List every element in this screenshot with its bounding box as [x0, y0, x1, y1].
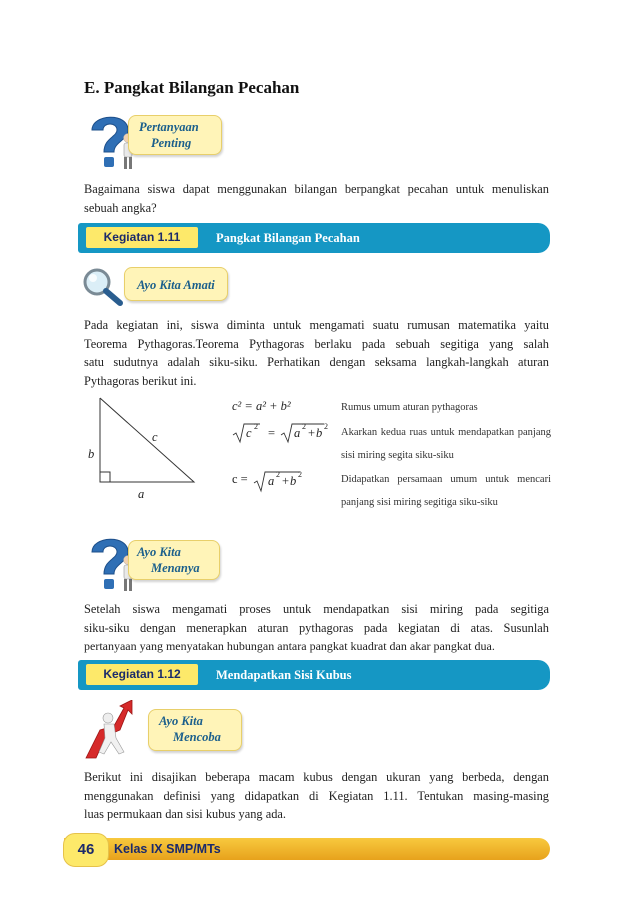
formula-symbol: c = — [232, 472, 248, 486]
tag-pertanyaan-penting — [128, 115, 222, 155]
paragraph-line: siku-siku dengan menerapkan aturan pythagoras pada kegiatan di atas. Susunlah — [84, 620, 549, 635]
kegiatan-banner-1-11 — [78, 223, 550, 253]
formula-pythagoras: c² = a² + b² — [232, 399, 291, 413]
formula-plus: + — [282, 474, 290, 488]
formula-symbol: b — [316, 426, 323, 440]
paragraph-line: Pada kegiatan ini, siswa diminta untuk mengamati suatu rumusan matematika yaitu — [84, 318, 549, 332]
paragraph-line: Pythagoras berikut ini. — [84, 373, 197, 388]
formula-hypotenuse — [232, 470, 322, 494]
paragraph-line: pertanyaan yang menyatakan hubungan antara pangkat kuadrat dan akar pangkat dua. — [84, 639, 495, 653]
page-number: 46 — [63, 833, 109, 867]
formula-equals: = — [268, 426, 276, 440]
paragraph-line: Bagaimana siswa dapat menggunakan bilangan berpangkat pecahan untuk menuliskan — [84, 182, 549, 196]
mencoba-paragraph — [84, 768, 549, 824]
tag-ayo-kita-menanya — [128, 540, 220, 580]
tag-ayo-kita-mencoba — [148, 709, 242, 751]
formula-symbol: b — [290, 474, 297, 488]
formula-exponent: 2 — [324, 422, 328, 431]
formula-root-both-sides — [232, 421, 332, 445]
formula-symbol: a — [294, 426, 301, 440]
section-heading: E. Pangkat Bilangan Pecahan — [84, 78, 300, 97]
kegiatan-title: Pangkat Bilangan Pecahan — [216, 231, 360, 245]
formula-exponent: 2 — [276, 470, 280, 479]
triangle-label-c: c — [152, 430, 158, 444]
kegiatan-banner-1-12 — [78, 660, 550, 690]
tag-line: Ayo Kita Amati — [137, 278, 215, 292]
kegiatan-title: Mendapatkan Sisi Kubus — [216, 668, 352, 682]
paragraph-line: luas permukaan dan sisi kubus yang ada. — [84, 807, 286, 821]
tag-line: Menanya — [151, 561, 200, 575]
tag-line: Ayo Kita — [159, 714, 203, 728]
question-paragraph — [84, 180, 549, 217]
kegiatan-badge: Kegiatan 1.11 — [86, 227, 198, 248]
menanya-paragraph — [84, 600, 549, 656]
note-didapatkan: Didapatkan persamaan umum untuk mencari — [341, 474, 551, 485]
tag-line: Mencoba — [173, 730, 221, 744]
paragraph-line: Setelah siswa mengamati proses untuk mendapatkan sisi miring pada segitiga — [84, 602, 549, 616]
formula-exponent: 2 — [302, 422, 306, 431]
note-akarkan: Akarkan kedua ruas untuk mendapatkan panjang — [341, 427, 551, 438]
paragraph-line: satu sudutnya adalah siku-siku. Perhatikan dengan seksama langkah-langkah aturan — [84, 355, 549, 369]
kegiatan-badge: Kegiatan 1.12 — [86, 664, 198, 685]
paragraph-line: menggunakan definisi yang didapatkan di Kegiatan 1.11. Tentukan masing-masing — [84, 788, 549, 803]
magnifier-icon — [80, 265, 128, 309]
tag-line: Ayo Kita — [137, 545, 181, 559]
formula-exponent: 2 — [298, 470, 302, 479]
triangle-label-a: a — [138, 487, 145, 501]
tag-line: Pertanyaan — [139, 120, 199, 134]
note-panjang: panjang sisi miring segitiga siku-siku — [341, 497, 498, 508]
paragraph-line: Teorema Pythagoras.Teorema Pythagoras berlaku pada sebuah segitiga yang salah — [84, 336, 549, 351]
amati-paragraph — [84, 316, 549, 390]
formula-symbol: c — [246, 426, 252, 440]
tag-line: Penting — [151, 136, 192, 150]
note-rumus: Rumus umum aturan pythagoras — [341, 402, 478, 413]
triangle-label-b: b — [88, 447, 95, 461]
paragraph-line: sebuah angka? — [84, 200, 157, 215]
paragraph-line: Berikut ini disajikan beberapa macam kubus dengan ukuran yang berbeda, dengan — [84, 770, 549, 784]
formula-symbol: a — [268, 474, 275, 488]
formula-plus: + — [308, 426, 316, 440]
footer-book-title: Kelas IX SMP/MTs — [114, 842, 221, 856]
running-person-arrow-icon — [80, 700, 152, 762]
formula-exponent: 2 — [254, 422, 258, 431]
note-sisi-miring: sisi miring segita siku-siku — [341, 450, 454, 461]
tag-ayo-kita-amati — [124, 267, 228, 301]
